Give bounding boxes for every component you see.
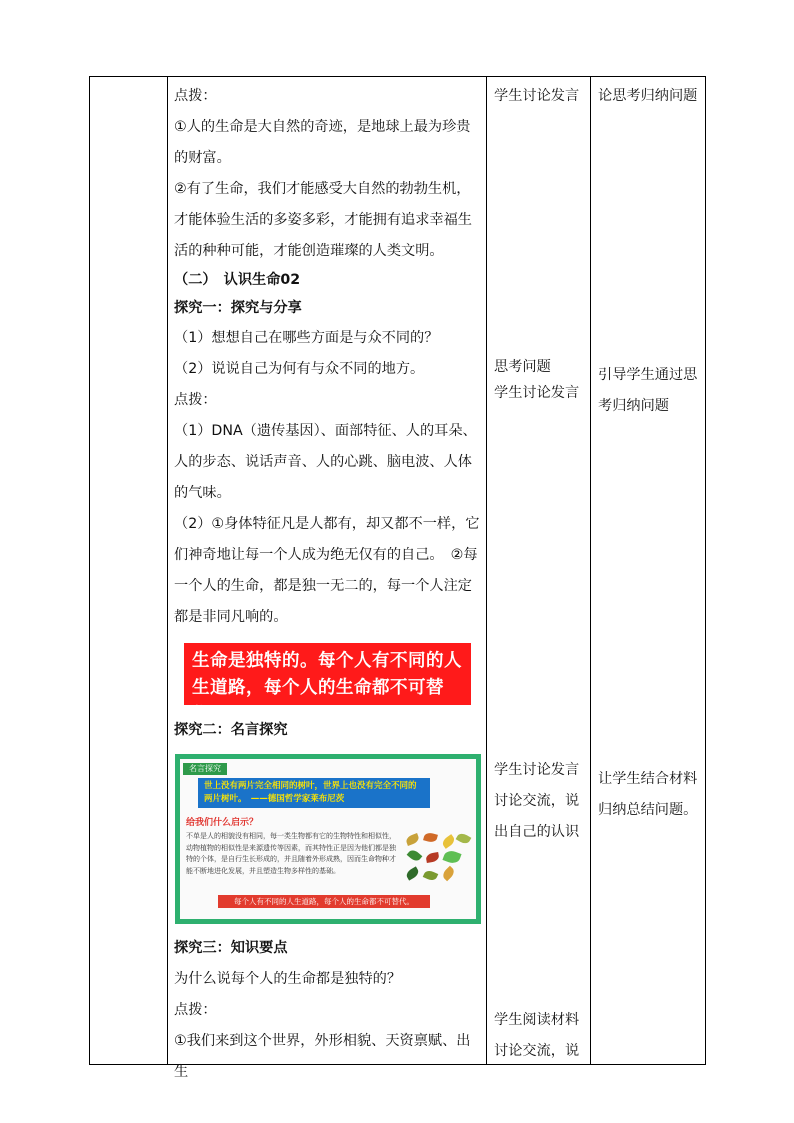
student-activity: 思考问题	[494, 359, 551, 375]
slide-question: 给我们什么启示？	[186, 818, 259, 828]
leaf-icon	[405, 866, 421, 880]
paragraph: ②有了生命，我们才能感受大自然的勃勃生机，才能体验生活的多姿多彩，才能拥有追求幸福生活的种种可能，才能创造璀璨的人类文明。	[174, 181, 472, 259]
leaf-icon	[425, 852, 439, 863]
leaf-icon	[423, 831, 438, 843]
leaves-illustration	[402, 831, 472, 887]
key-point-banner: 生命是独特的。每个人有不同的人生道路，每个人的生命都不可替代。	[184, 643, 471, 705]
paragraph: （2）①身体特征凡是人都有，却又都不一样，它们神奇地让每一个人成为绝无仅有的自己。 ②每一个人的生命，都是独一无二的，每一个人注定都是非同凡响的。	[174, 516, 480, 625]
inquiry-heading: 探究二：名言探究	[174, 722, 288, 738]
student-activity-cell	[486, 77, 590, 1064]
slide-quote: 世上没有两片完全相同的树叶，世界上也没有完全不同的两片树叶。 ——德国哲学家莱布尼茨	[198, 778, 430, 808]
paragraph: ①人的生命是大自然的奇迹，是地球上最为珍贵的财富。	[174, 119, 471, 166]
slide-canvas	[180, 759, 476, 919]
leaf-icon	[441, 866, 457, 882]
leaf-icon	[441, 834, 457, 849]
leaf-icon	[423, 869, 439, 883]
leaf-icon	[407, 848, 423, 863]
slide-conclusion-bar: 每个人有不同的人生道路，每个人的生命都不可替代。	[218, 895, 430, 908]
design-intent: 让学生结合材料归纳总结问题。	[598, 771, 698, 818]
student-activity: 学生讨论发言讨论交流，说出自己的认识	[494, 762, 580, 840]
leaf-icon	[405, 833, 420, 846]
leaf-icon	[442, 849, 461, 866]
lesson-table	[89, 76, 706, 1080]
student-activity: 学生讨论发言	[494, 385, 580, 401]
inquiry-heading: 探究三：知识要点	[174, 940, 288, 956]
hint-label: 点拨：	[174, 88, 217, 104]
design-intent: 论思考归纳问题	[598, 88, 698, 104]
paragraph: （2）说说自己为何有与众不同的地方。	[174, 361, 425, 377]
slide-tag: 名言探究	[183, 763, 227, 775]
slide-body-text: 不单是人的相貌没有相同，每一类生物都有它的生物特性和相似性，动物植物的相似性是来源遗传等因素，而其特性正是因为他们都是独特的个体，是自行生长形成的，并且随着外形成熟，因而生命物种才能不断地进化发展，并且塑造生物多样性的基础。	[186, 832, 396, 875]
hint-label: 点拨：	[174, 392, 217, 408]
question: 为什么说每个人的生命都是独特的？	[174, 971, 402, 987]
section-heading: （二） 认识生命02	[174, 272, 301, 288]
quote-slide-image	[175, 754, 481, 924]
design-intent: 引导学生通过思考归纳问题	[598, 367, 698, 414]
student-activity: 学生阅读材料讨论交流，说	[494, 1012, 580, 1059]
leaf-icon	[456, 831, 472, 845]
paragraph: （1）DNA（遗传基因）、面部特征、人的耳朵、人的步态、说话声音、人的心跳、脑电波、人体的气味。	[174, 423, 477, 501]
paragraph: （1）想想自己在哪些方面是与众不同的？	[174, 330, 439, 346]
student-activity: 学生讨论发言	[494, 88, 580, 104]
inquiry-heading: 探究一：探究与分享	[174, 300, 302, 316]
teaching-content-cell	[167, 77, 486, 1080]
hint-label: 点拨：	[174, 1002, 217, 1018]
paragraph: ①我们来到这个世界，外形相貌、天资禀赋、出生	[174, 1033, 471, 1080]
design-intent-cell	[590, 77, 707, 1064]
